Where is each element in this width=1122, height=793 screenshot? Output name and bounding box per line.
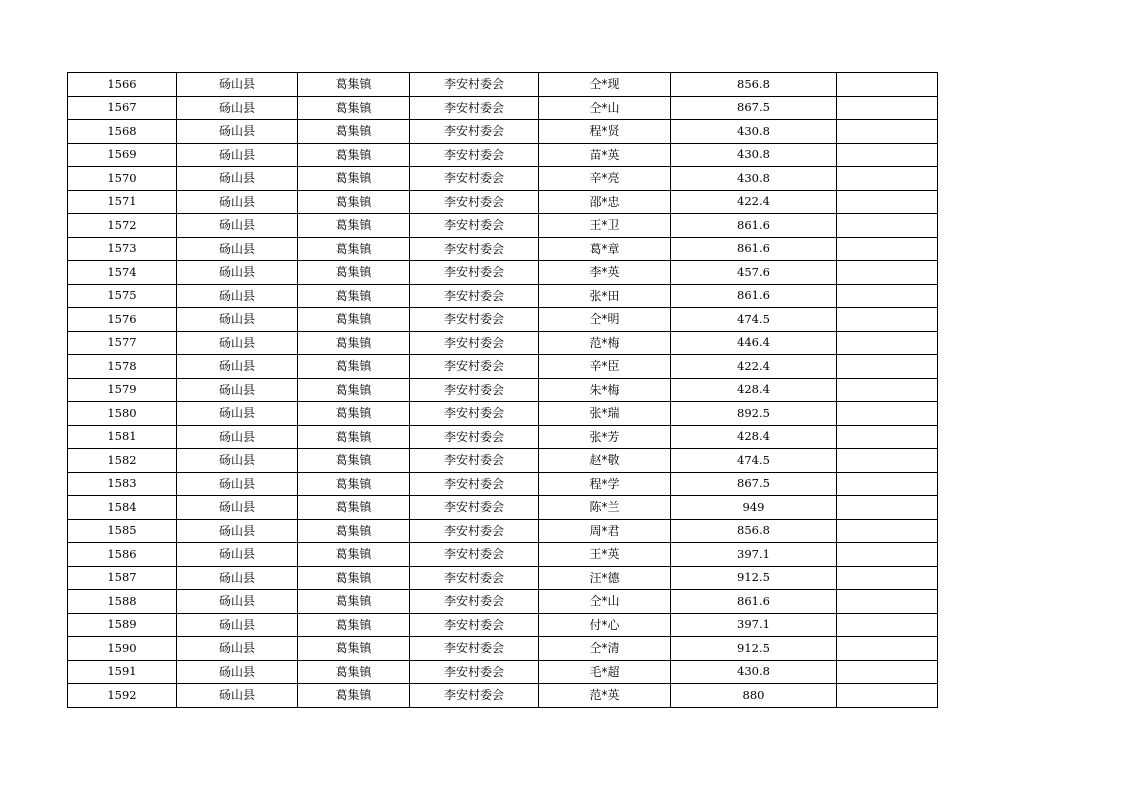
cell-serial-number: 1568 [68,120,177,144]
cell-amount: 856.8 [671,519,837,543]
cell-serial-number: 1576 [68,308,177,332]
cell-note [837,284,938,308]
table-row [68,237,938,261]
cell-town: 葛集镇 [298,496,410,520]
table-row [68,261,938,285]
table-row [68,190,938,214]
cell-person-name: 范*梅 [539,331,671,355]
cell-person-name: 程*学 [539,472,671,496]
cell-village: 李安村委会 [410,261,539,285]
cell-town: 葛集镇 [298,143,410,167]
table-row [68,73,938,97]
cell-village: 李安村委会 [410,355,539,379]
cell-village: 李安村委会 [410,308,539,332]
cell-person-name: 赵*敬 [539,449,671,473]
cell-village: 李安村委会 [410,378,539,402]
cell-amount: 861.6 [671,237,837,261]
cell-serial-number: 1586 [68,543,177,567]
cell-serial-number: 1578 [68,355,177,379]
table-row [68,684,938,708]
cell-county: 砀山县 [177,355,298,379]
cell-serial-number: 1575 [68,284,177,308]
cell-serial-number: 1574 [68,261,177,285]
cell-town: 葛集镇 [298,214,410,238]
cell-county: 砀山县 [177,237,298,261]
cell-village: 李安村委会 [410,120,539,144]
cell-amount: 430.8 [671,167,837,191]
cell-note [837,660,938,684]
table-row [68,96,938,120]
cell-amount: 949 [671,496,837,520]
cell-county: 砀山县 [177,519,298,543]
table-row [68,402,938,426]
cell-town: 葛集镇 [298,120,410,144]
cell-note [837,261,938,285]
table-row [68,284,938,308]
cell-person-name: 周*君 [539,519,671,543]
cell-town: 葛集镇 [298,96,410,120]
cell-county: 砀山县 [177,402,298,426]
cell-town: 葛集镇 [298,355,410,379]
cell-town: 葛集镇 [298,660,410,684]
cell-village: 李安村委会 [410,425,539,449]
cell-town: 葛集镇 [298,637,410,661]
cell-county: 砀山县 [177,684,298,708]
cell-village: 李安村委会 [410,190,539,214]
cell-note [837,308,938,332]
table-row [68,590,938,614]
cell-county: 砀山县 [177,143,298,167]
table-row [68,496,938,520]
cell-county: 砀山县 [177,378,298,402]
cell-village: 李安村委会 [410,143,539,167]
cell-serial-number: 1590 [68,637,177,661]
cell-amount: 861.6 [671,284,837,308]
cell-town: 葛集镇 [298,402,410,426]
cell-amount: 457.6 [671,261,837,285]
cell-note [837,237,938,261]
cell-note [837,378,938,402]
cell-note [837,684,938,708]
cell-county: 砀山县 [177,449,298,473]
cell-person-name: 苗*英 [539,143,671,167]
cell-county: 砀山县 [177,331,298,355]
cell-person-name: 陈*兰 [539,496,671,520]
cell-village: 李安村委会 [410,613,539,637]
table-row [68,543,938,567]
cell-town: 葛集镇 [298,308,410,332]
cell-serial-number: 1585 [68,519,177,543]
cell-amount: 867.5 [671,472,837,496]
cell-county: 砀山县 [177,590,298,614]
cell-county: 砀山县 [177,472,298,496]
cell-serial-number: 1581 [68,425,177,449]
cell-person-name: 汪*德 [539,566,671,590]
cell-note [837,566,938,590]
cell-county: 砀山县 [177,214,298,238]
cell-note [837,120,938,144]
cell-amount: 397.1 [671,613,837,637]
cell-amount: 856.8 [671,73,837,97]
cell-person-name: 付*心 [539,613,671,637]
cell-note [837,167,938,191]
cell-serial-number: 1592 [68,684,177,708]
cell-county: 砀山县 [177,425,298,449]
cell-serial-number: 1580 [68,402,177,426]
cell-town: 葛集镇 [298,613,410,637]
table-row [68,566,938,590]
cell-county: 砀山县 [177,190,298,214]
table-row [68,214,938,238]
cell-village: 李安村委会 [410,519,539,543]
cell-note [837,425,938,449]
cell-county: 砀山县 [177,308,298,332]
table-row [68,331,938,355]
cell-town: 葛集镇 [298,472,410,496]
cell-serial-number: 1589 [68,613,177,637]
cell-note [837,449,938,473]
cell-village: 李安村委会 [410,566,539,590]
cell-town: 葛集镇 [298,425,410,449]
cell-amount: 861.6 [671,214,837,238]
data-table [67,72,938,708]
cell-town: 葛集镇 [298,261,410,285]
cell-note [837,613,938,637]
cell-village: 李安村委会 [410,590,539,614]
cell-serial-number: 1572 [68,214,177,238]
table-row [68,167,938,191]
cell-person-name: 张*田 [539,284,671,308]
cell-village: 李安村委会 [410,660,539,684]
cell-town: 葛集镇 [298,73,410,97]
cell-note [837,472,938,496]
table-row [68,308,938,332]
cell-note [837,143,938,167]
cell-person-name: 王*英 [539,543,671,567]
cell-amount: 422.4 [671,355,837,379]
cell-village: 李安村委会 [410,96,539,120]
cell-amount: 428.4 [671,378,837,402]
cell-village: 李安村委会 [410,73,539,97]
cell-person-name: 邵*忠 [539,190,671,214]
cell-serial-number: 1566 [68,73,177,97]
cell-village: 李安村委会 [410,684,539,708]
table-row [68,519,938,543]
cell-town: 葛集镇 [298,449,410,473]
cell-serial-number: 1579 [68,378,177,402]
cell-amount: 430.8 [671,660,837,684]
cell-serial-number: 1569 [68,143,177,167]
cell-county: 砀山县 [177,120,298,144]
cell-town: 葛集镇 [298,167,410,191]
table-body [68,73,938,708]
cell-village: 李安村委会 [410,472,539,496]
cell-county: 砀山县 [177,637,298,661]
cell-county: 砀山县 [177,284,298,308]
cell-village: 李安村委会 [410,331,539,355]
cell-serial-number: 1591 [68,660,177,684]
cell-note [837,402,938,426]
table-row [68,425,938,449]
cell-serial-number: 1567 [68,96,177,120]
cell-note [837,519,938,543]
cell-person-name: 葛*章 [539,237,671,261]
cell-town: 葛集镇 [298,519,410,543]
cell-serial-number: 1577 [68,331,177,355]
cell-town: 葛集镇 [298,331,410,355]
cell-person-name: 辛*臣 [539,355,671,379]
table-row [68,637,938,661]
cell-note [837,214,938,238]
cell-county: 砀山县 [177,96,298,120]
cell-town: 葛集镇 [298,190,410,214]
cell-village: 李安村委会 [410,214,539,238]
cell-village: 李安村委会 [410,167,539,191]
cell-note [837,331,938,355]
cell-person-name: 毛*超 [539,660,671,684]
cell-person-name: 张*芳 [539,425,671,449]
cell-town: 葛集镇 [298,543,410,567]
cell-serial-number: 1584 [68,496,177,520]
cell-person-name: 仝*山 [539,96,671,120]
cell-note [837,543,938,567]
cell-serial-number: 1588 [68,590,177,614]
cell-amount: 397.1 [671,543,837,567]
cell-county: 砀山县 [177,496,298,520]
cell-person-name: 仝*明 [539,308,671,332]
cell-village: 李安村委会 [410,237,539,261]
cell-person-name: 王*卫 [539,214,671,238]
cell-note [837,190,938,214]
table-row [68,660,938,684]
cell-serial-number: 1582 [68,449,177,473]
cell-amount: 430.8 [671,120,837,144]
cell-serial-number: 1587 [68,566,177,590]
cell-note [837,355,938,379]
table-row [68,143,938,167]
cell-amount: 422.4 [671,190,837,214]
cell-village: 李安村委会 [410,402,539,426]
cell-person-name: 仝*现 [539,73,671,97]
cell-county: 砀山县 [177,566,298,590]
table-row [68,613,938,637]
cell-village: 李安村委会 [410,284,539,308]
cell-town: 葛集镇 [298,684,410,708]
cell-amount: 880 [671,684,837,708]
cell-amount: 428.4 [671,425,837,449]
cell-town: 葛集镇 [298,237,410,261]
cell-amount: 867.5 [671,96,837,120]
cell-person-name: 仝*山 [539,590,671,614]
cell-county: 砀山县 [177,261,298,285]
cell-county: 砀山县 [177,543,298,567]
cell-town: 葛集镇 [298,566,410,590]
cell-serial-number: 1570 [68,167,177,191]
cell-town: 葛集镇 [298,590,410,614]
cell-person-name: 仝*清 [539,637,671,661]
cell-town: 葛集镇 [298,284,410,308]
cell-person-name: 李*英 [539,261,671,285]
cell-person-name: 辛*亮 [539,167,671,191]
table-row [68,120,938,144]
cell-county: 砀山县 [177,613,298,637]
cell-amount: 892.5 [671,402,837,426]
cell-amount: 912.5 [671,637,837,661]
cell-serial-number: 1571 [68,190,177,214]
cell-note [837,73,938,97]
cell-person-name: 张*瑞 [539,402,671,426]
cell-village: 李安村委会 [410,449,539,473]
table-row [68,449,938,473]
cell-note [837,496,938,520]
cell-person-name: 范*英 [539,684,671,708]
cell-village: 李安村委会 [410,637,539,661]
cell-amount: 474.5 [671,449,837,473]
cell-amount: 474.5 [671,308,837,332]
table-row [68,472,938,496]
cell-county: 砀山县 [177,167,298,191]
cell-note [837,96,938,120]
cell-town: 葛集镇 [298,378,410,402]
table-row [68,355,938,379]
cell-amount: 912.5 [671,566,837,590]
cell-serial-number: 1583 [68,472,177,496]
cell-county: 砀山县 [177,660,298,684]
cell-village: 李安村委会 [410,496,539,520]
table-row [68,378,938,402]
cell-county: 砀山县 [177,73,298,97]
cell-note [837,637,938,661]
cell-note [837,590,938,614]
cell-amount: 861.6 [671,590,837,614]
cell-village: 李安村委会 [410,543,539,567]
cell-amount: 430.8 [671,143,837,167]
cell-person-name: 程*贤 [539,120,671,144]
cell-serial-number: 1573 [68,237,177,261]
cell-amount: 446.4 [671,331,837,355]
cell-person-name: 朱*梅 [539,378,671,402]
